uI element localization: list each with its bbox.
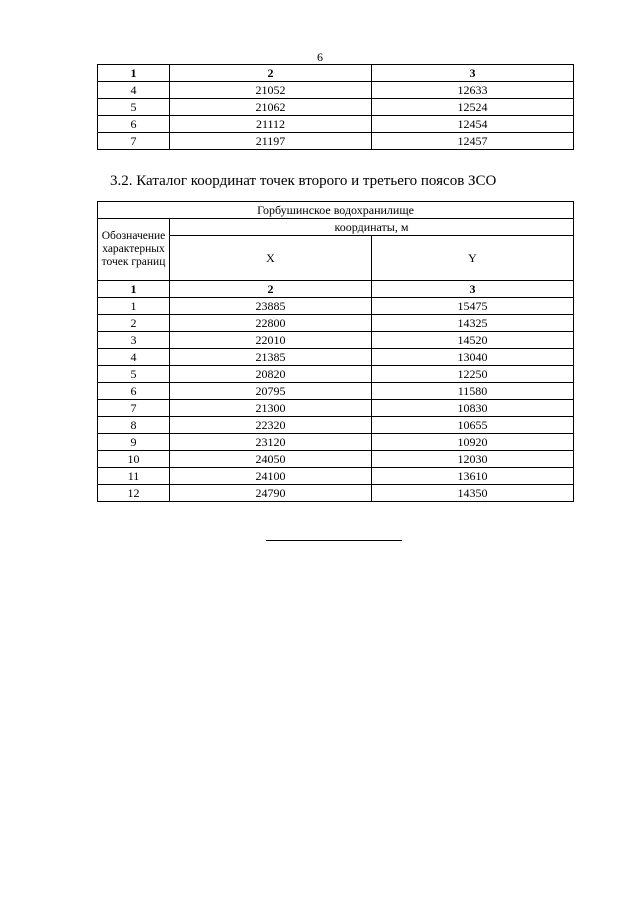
- table-numbering-row: [98, 281, 574, 298]
- table-row: [98, 366, 574, 383]
- column-number-2: 2: [170, 281, 372, 298]
- x-cell: 24100: [170, 468, 372, 485]
- y-cell: 10655: [372, 417, 574, 434]
- y-cell: 12524: [372, 99, 574, 116]
- x-cell: 21300: [170, 400, 372, 417]
- table-row: [98, 383, 574, 400]
- y-cell: 13610: [372, 468, 574, 485]
- section-heading: 3.2. Каталог координат точек второго и третьего поясов ЗСО: [110, 173, 497, 189]
- coordinates-table-continued: [97, 64, 574, 150]
- column-number-1: 1: [98, 281, 170, 298]
- table-group-header-row: [98, 219, 574, 236]
- y-cell: 12030: [372, 451, 574, 468]
- x-cell: 24050: [170, 451, 372, 468]
- end-rule: [266, 540, 402, 541]
- table-row: [98, 315, 574, 332]
- point-cell: 7: [98, 133, 170, 150]
- table-row: [98, 332, 574, 349]
- page-number: 6: [317, 50, 323, 64]
- coordinates-header: координаты, м: [170, 219, 574, 236]
- table-row: [98, 99, 574, 116]
- x-cell: 22320: [170, 417, 372, 434]
- table-row: [98, 485, 574, 502]
- x-cell: 21385: [170, 349, 372, 366]
- x-cell: 22010: [170, 332, 372, 349]
- x-cell: 24790: [170, 485, 372, 502]
- y-cell: 13040: [372, 349, 574, 366]
- point-cell: 4: [98, 82, 170, 99]
- x-cell: 21112: [170, 116, 372, 133]
- table-row: [98, 349, 574, 366]
- y-cell: 14325: [372, 315, 574, 332]
- column-number-2: 2: [170, 65, 372, 82]
- point-cell: 7: [98, 400, 170, 417]
- y-cell: 10830: [372, 400, 574, 417]
- table-row: [98, 298, 574, 315]
- point-cell: 5: [98, 99, 170, 116]
- coordinates-catalog-table: [97, 201, 574, 502]
- y-cell: 10920: [372, 434, 574, 451]
- x-cell: 21052: [170, 82, 372, 99]
- point-cell: 6: [98, 116, 170, 133]
- point-cell: 12: [98, 485, 170, 502]
- point-cell: 11: [98, 468, 170, 485]
- y-cell: 12633: [372, 82, 574, 99]
- point-designation-header: Обозначение характерных точек границ: [98, 219, 170, 281]
- point-cell: 5: [98, 366, 170, 383]
- column-number-3: 3: [372, 281, 574, 298]
- table-row: [98, 82, 574, 99]
- point-cell: 10: [98, 451, 170, 468]
- table-row: [98, 434, 574, 451]
- table-row: [98, 116, 574, 133]
- point-cell: 6: [98, 383, 170, 400]
- y-cell: 14520: [372, 332, 574, 349]
- table-row: [98, 133, 574, 150]
- y-cell: 11580: [372, 383, 574, 400]
- table-title-row: [98, 202, 574, 219]
- y-cell: 12250: [372, 366, 574, 383]
- x-header: X: [170, 236, 372, 281]
- x-cell: 23120: [170, 434, 372, 451]
- y-cell: 12454: [372, 116, 574, 133]
- table-row: [98, 468, 574, 485]
- y-cell: 14350: [372, 485, 574, 502]
- table-row: [98, 451, 574, 468]
- point-cell: 4: [98, 349, 170, 366]
- point-cell: 1: [98, 298, 170, 315]
- point-cell: 3: [98, 332, 170, 349]
- x-cell: 23885: [170, 298, 372, 315]
- column-number-1: 1: [98, 65, 170, 82]
- column-number-3: 3: [372, 65, 574, 82]
- table-row: [98, 417, 574, 434]
- point-cell: 8: [98, 417, 170, 434]
- y-cell: 15475: [372, 298, 574, 315]
- x-cell: 21197: [170, 133, 372, 150]
- point-cell: 9: [98, 434, 170, 451]
- table-row: [98, 400, 574, 417]
- point-cell: 2: [98, 315, 170, 332]
- x-cell: 21062: [170, 99, 372, 116]
- table-header-row: [98, 65, 574, 82]
- y-cell: 12457: [372, 133, 574, 150]
- x-cell: 22800: [170, 315, 372, 332]
- table-title: Горбушинское водохранилище: [98, 202, 574, 219]
- x-cell: 20795: [170, 383, 372, 400]
- y-header: Y: [372, 236, 574, 281]
- x-cell: 20820: [170, 366, 372, 383]
- table-axis-header-row: [98, 236, 574, 281]
